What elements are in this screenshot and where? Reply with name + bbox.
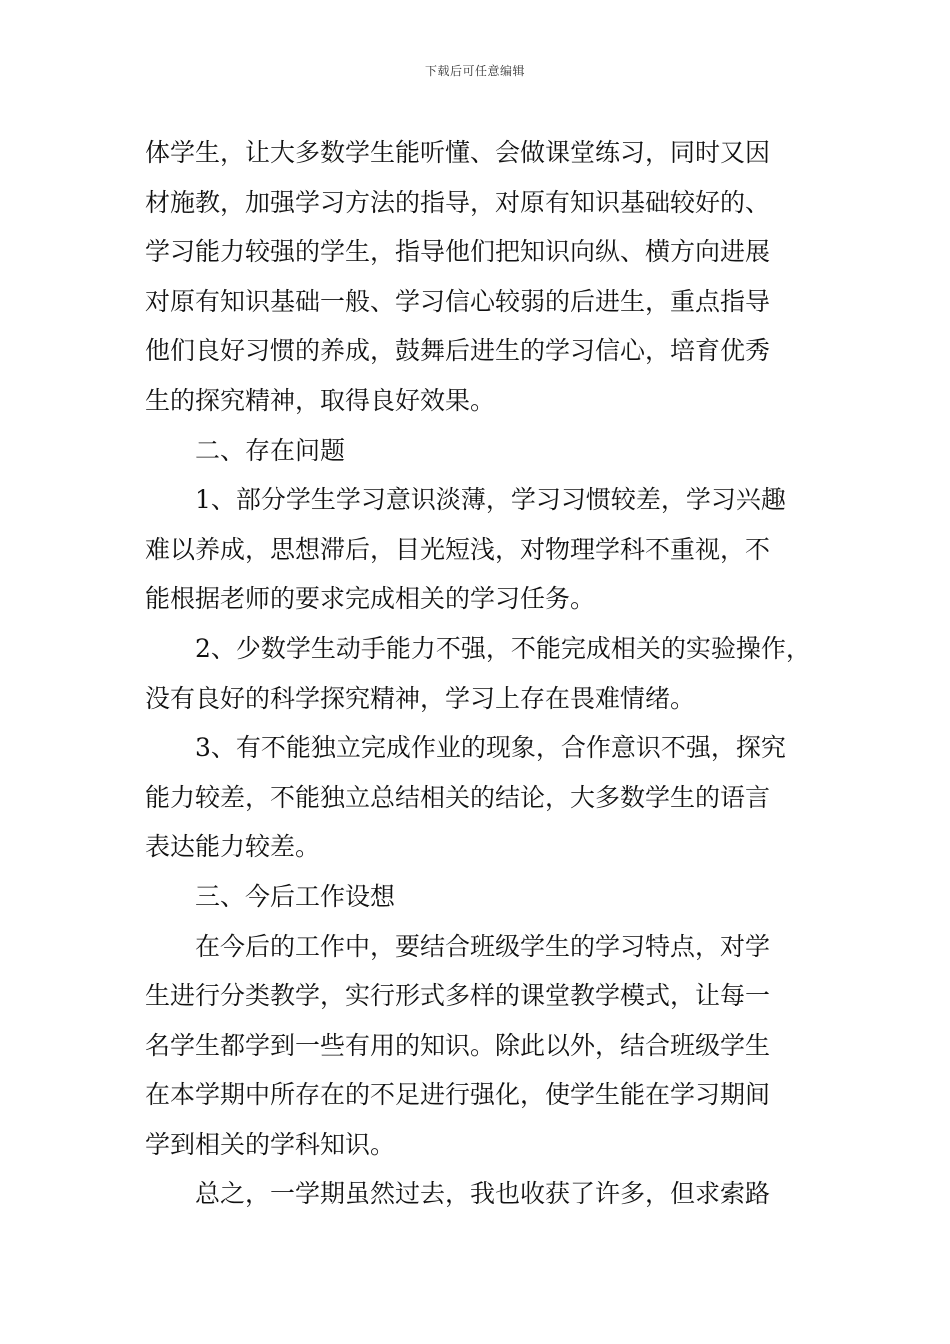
text-line: 学到相关的学科知识。 (145, 1129, 396, 1159)
text-line: 他们良好习惯的养成，鼓舞后进生的学习信心，培育优秀 (145, 336, 771, 366)
text-line: 在今后的工作中，要结合班级学生的学习特点，对学 (195, 931, 771, 961)
text-line: 能根据老师的要求完成相关的学习任务。 (145, 584, 596, 614)
text-line: 难以养成，思想滞后，目光短浅，对物理学科不重视，不 (145, 534, 771, 564)
text-line: 没有良好的科学探究精神，学习上存在畏难情绪。 (145, 683, 696, 713)
text-line: 2、少数学生动手能力不强，不能完成相关的实验操作， (195, 633, 811, 663)
text-line: 表达能力较差。 (145, 832, 321, 862)
page-header: 下载后可任意编辑 (424, 64, 525, 78)
text-line: 三、今后工作设想 (195, 881, 396, 911)
text-line: 生的探究精神，取得良好效果。 (145, 385, 496, 415)
text-line: 名学生都学到一些有用的知识。除此以外，结合班级学生 (145, 1030, 771, 1060)
text-line: 在本学期中所存在的不足进行强化，使学生能在学习期间 (145, 1080, 771, 1110)
text-line: 总之，一学期虽然过去，我也收获了许多，但求索路 (195, 1179, 771, 1209)
text-line: 体学生，让大多数学生能听懂、会做课堂练习，同时又因 (145, 138, 771, 167)
text-line: 对原有知识基础一般、学习信心较弱的后进生，重点指导 (145, 286, 771, 316)
document-body (145, 128, 810, 1219)
text-line: 二、存在问题 (195, 435, 346, 465)
text-line: 1、部分学生学习意识淡薄，学习习惯较差，学习兴趣 (195, 485, 786, 515)
text-line: 3、有不能独立完成作业的现象，合作意识不强，探究 (195, 733, 786, 763)
text-line: 材施教，加强学习方法的指导，对原有知识基础较好的、 (145, 187, 771, 217)
text-line: 生进行分类教学，实行形式多样的课堂教学模式，让每一 (145, 981, 771, 1011)
text-line: 学习能力较强的学生，指导他们把知识向纵、横方向进展 (145, 237, 771, 267)
text-line: 能力较差，不能独立总结相关的结论，大多数学生的语言 (145, 782, 771, 812)
